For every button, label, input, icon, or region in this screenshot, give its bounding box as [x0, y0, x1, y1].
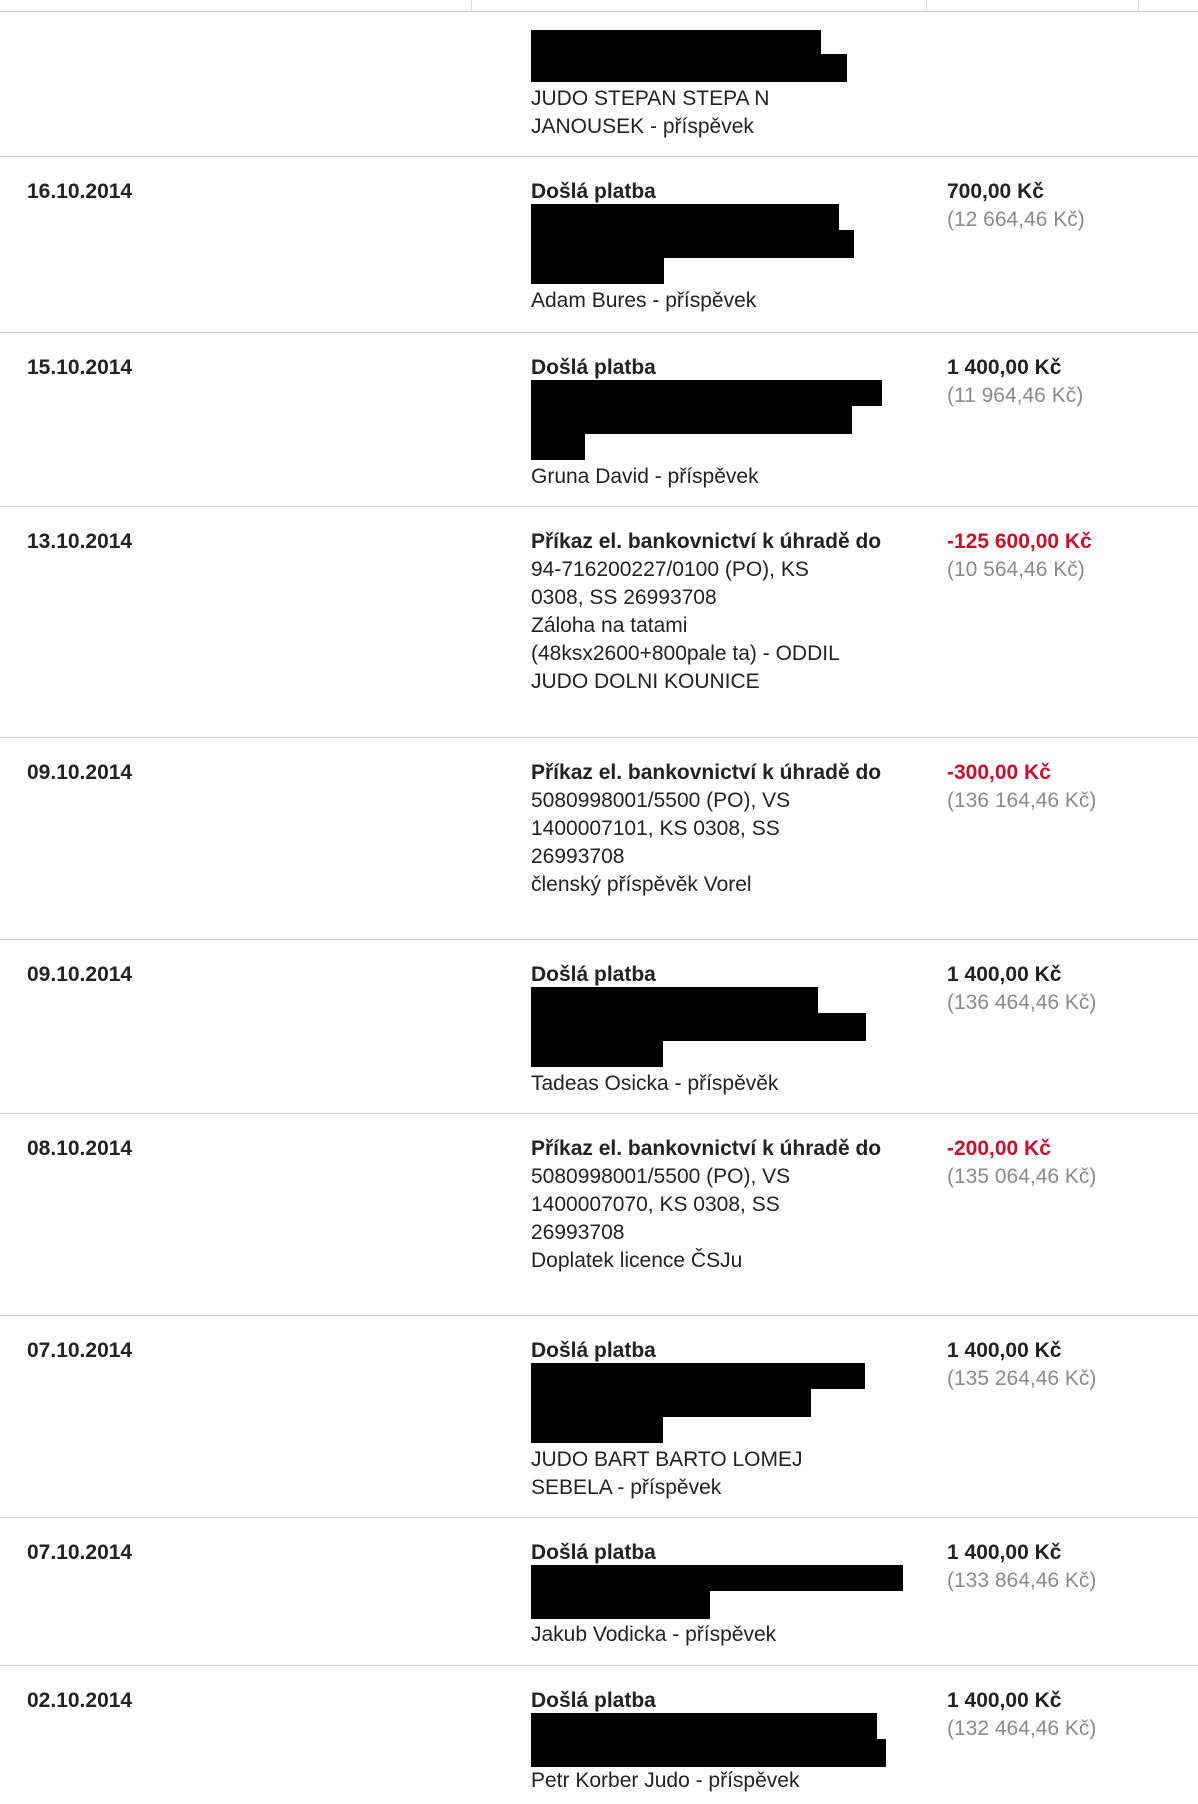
transaction-row[interactable] [0, 506, 1198, 737]
transaction-type: Došlá platba [531, 1689, 656, 1712]
detail-line: 1400007070, KS 0308, SS [531, 1193, 780, 1216]
detail-line: 5080998001/5500 (PO), VS [531, 1165, 791, 1188]
redacted-block [531, 406, 852, 434]
redacted-block [531, 1739, 886, 1767]
transaction-detail [531, 1446, 911, 1502]
redacted-block [531, 1041, 663, 1067]
transaction-date: 13.10.2014 [27, 530, 133, 553]
transaction-date: 16.10.2014 [27, 180, 133, 203]
transaction-description [531, 354, 911, 382]
transaction-type: Příkaz el. bankovnictví k úhradě do [531, 761, 882, 784]
transaction-detail [531, 1621, 911, 1649]
detail-line: 1400007101, KS 0308, SS [531, 817, 780, 840]
transaction-row[interactable] [0, 156, 1198, 332]
detail-line: Jakub Vodicka - příspěvek [531, 1623, 777, 1646]
detail-line: 26993708 [531, 845, 625, 868]
transaction-row[interactable] [0, 1315, 1198, 1517]
detail-line: 94-716200227/0100 (PO), KS [531, 558, 809, 581]
redacted-block [531, 1417, 663, 1443]
redacted-block [531, 54, 847, 82]
transaction-type: Příkaz el. bankovnictví k úhradě do [531, 530, 882, 553]
redacted-block [531, 987, 818, 1013]
transaction-description [531, 1687, 911, 1715]
redacted-block [531, 1363, 865, 1389]
transaction-amount: 1 400,00 Kč [947, 356, 1062, 379]
detail-line: JUDO BART BARTO LOMEJ [531, 1448, 803, 1471]
redacted-block [531, 380, 882, 406]
transaction-amount: 1 400,00 Kč [947, 1541, 1062, 1564]
running-balance: (11 964,46 Kč) [947, 384, 1084, 407]
detail-line: 0308, SS 26993708 [531, 586, 717, 609]
detail-line: Petr Korber Judo - příspěvek [531, 1769, 800, 1792]
transaction-description [531, 759, 911, 899]
transaction-amount: 1 400,00 Kč [947, 963, 1062, 986]
redacted-block [531, 1013, 866, 1041]
detail-line: JANOUSEK - příspěvek [531, 115, 754, 138]
detail-line: (48ksx2600+800pale ta) - ODDIL [531, 642, 840, 665]
detail-line: Záloha na tatami [531, 614, 688, 637]
detail-line: Tadeas Osicka - příspěvěk [531, 1072, 779, 1095]
transaction-detail [531, 1767, 911, 1795]
detail-line: členský příspěvěk Vorel [531, 873, 752, 896]
transaction-row[interactable] [0, 939, 1198, 1113]
transaction-amount: -125 600,00 Kč [947, 530, 1092, 553]
transaction-type: Došlá platba [531, 180, 656, 203]
transaction-date: 15.10.2014 [27, 356, 133, 379]
transaction-description [531, 1539, 911, 1567]
transaction-amount: 1 400,00 Kč [947, 1689, 1062, 1712]
redacted-block [531, 1389, 811, 1417]
detail-line: Gruna David - příspěvek [531, 465, 759, 488]
detail-line: JUDO STEPAN STEPA N [531, 87, 770, 110]
transaction-date: 07.10.2014 [27, 1541, 133, 1564]
redacted-block [531, 258, 664, 284]
redacted-block [531, 434, 585, 460]
redacted-block [531, 204, 839, 230]
transaction-description [531, 178, 911, 206]
transaction-detail [531, 85, 911, 141]
redacted-block [531, 1713, 877, 1739]
transaction-date: 02.10.2014 [27, 1689, 133, 1712]
transaction-detail [531, 1070, 911, 1098]
transaction-type: Došlá platba [531, 1339, 656, 1362]
transaction-row[interactable] [0, 1113, 1198, 1315]
transaction-type: Došlá platba [531, 963, 656, 986]
transaction-row[interactable] [0, 737, 1198, 939]
redacted-block [531, 1591, 710, 1619]
running-balance: (135 064,46 Kč) [947, 1165, 1097, 1188]
detail-line: Doplatek licence ČSJu [531, 1249, 743, 1272]
transaction-description [531, 528, 911, 696]
transaction-row[interactable] [0, 1665, 1198, 1804]
transaction-detail [531, 287, 911, 315]
transaction-amount: 1 400,00 Kč [947, 1339, 1062, 1362]
transaction-amount: -200,00 Kč [947, 1137, 1051, 1160]
detail-line: SEBELA - příspěvek [531, 1476, 722, 1499]
transaction-amount: 700,00 Kč [947, 180, 1044, 203]
running-balance: (136 164,46 Kč) [947, 789, 1097, 812]
detail-line: JUDO DOLNI KOUNICE [531, 670, 760, 693]
detail-line: 26993708 [531, 1221, 625, 1244]
transaction-row[interactable] [0, 332, 1198, 506]
transaction-amount: -300,00 Kč [947, 761, 1051, 784]
running-balance: (136 464,46 Kč) [947, 991, 1097, 1014]
transaction-date: 08.10.2014 [27, 1137, 133, 1160]
transaction-type: Příkaz el. bankovnictví k úhradě do [531, 1137, 882, 1160]
transaction-row[interactable] [0, 11, 1198, 156]
transaction-row[interactable] [0, 1517, 1198, 1665]
running-balance: (132 464,46 Kč) [947, 1717, 1097, 1740]
running-balance: (135 264,46 Kč) [947, 1367, 1097, 1390]
detail-line: 5080998001/5500 (PO), VS [531, 789, 791, 812]
transaction-date: 09.10.2014 [27, 963, 133, 986]
redacted-block [531, 230, 854, 258]
redacted-block [531, 1565, 903, 1591]
running-balance: (12 664,46 Kč) [947, 208, 1085, 231]
redacted-block [531, 30, 821, 54]
transaction-date: 09.10.2014 [27, 761, 133, 784]
transaction-description [531, 961, 911, 989]
transaction-detail [531, 463, 911, 491]
transaction-type: Došlá platba [531, 1541, 656, 1564]
detail-line: Adam Bures - příspěvek [531, 289, 757, 312]
transaction-date: 07.10.2014 [27, 1339, 133, 1362]
transaction-description [531, 1135, 911, 1275]
running-balance: (133 864,46 Kč) [947, 1569, 1097, 1592]
running-balance: (10 564,46 Kč) [947, 558, 1085, 581]
transaction-type: Došlá platba [531, 356, 656, 379]
transaction-description [531, 1337, 911, 1365]
